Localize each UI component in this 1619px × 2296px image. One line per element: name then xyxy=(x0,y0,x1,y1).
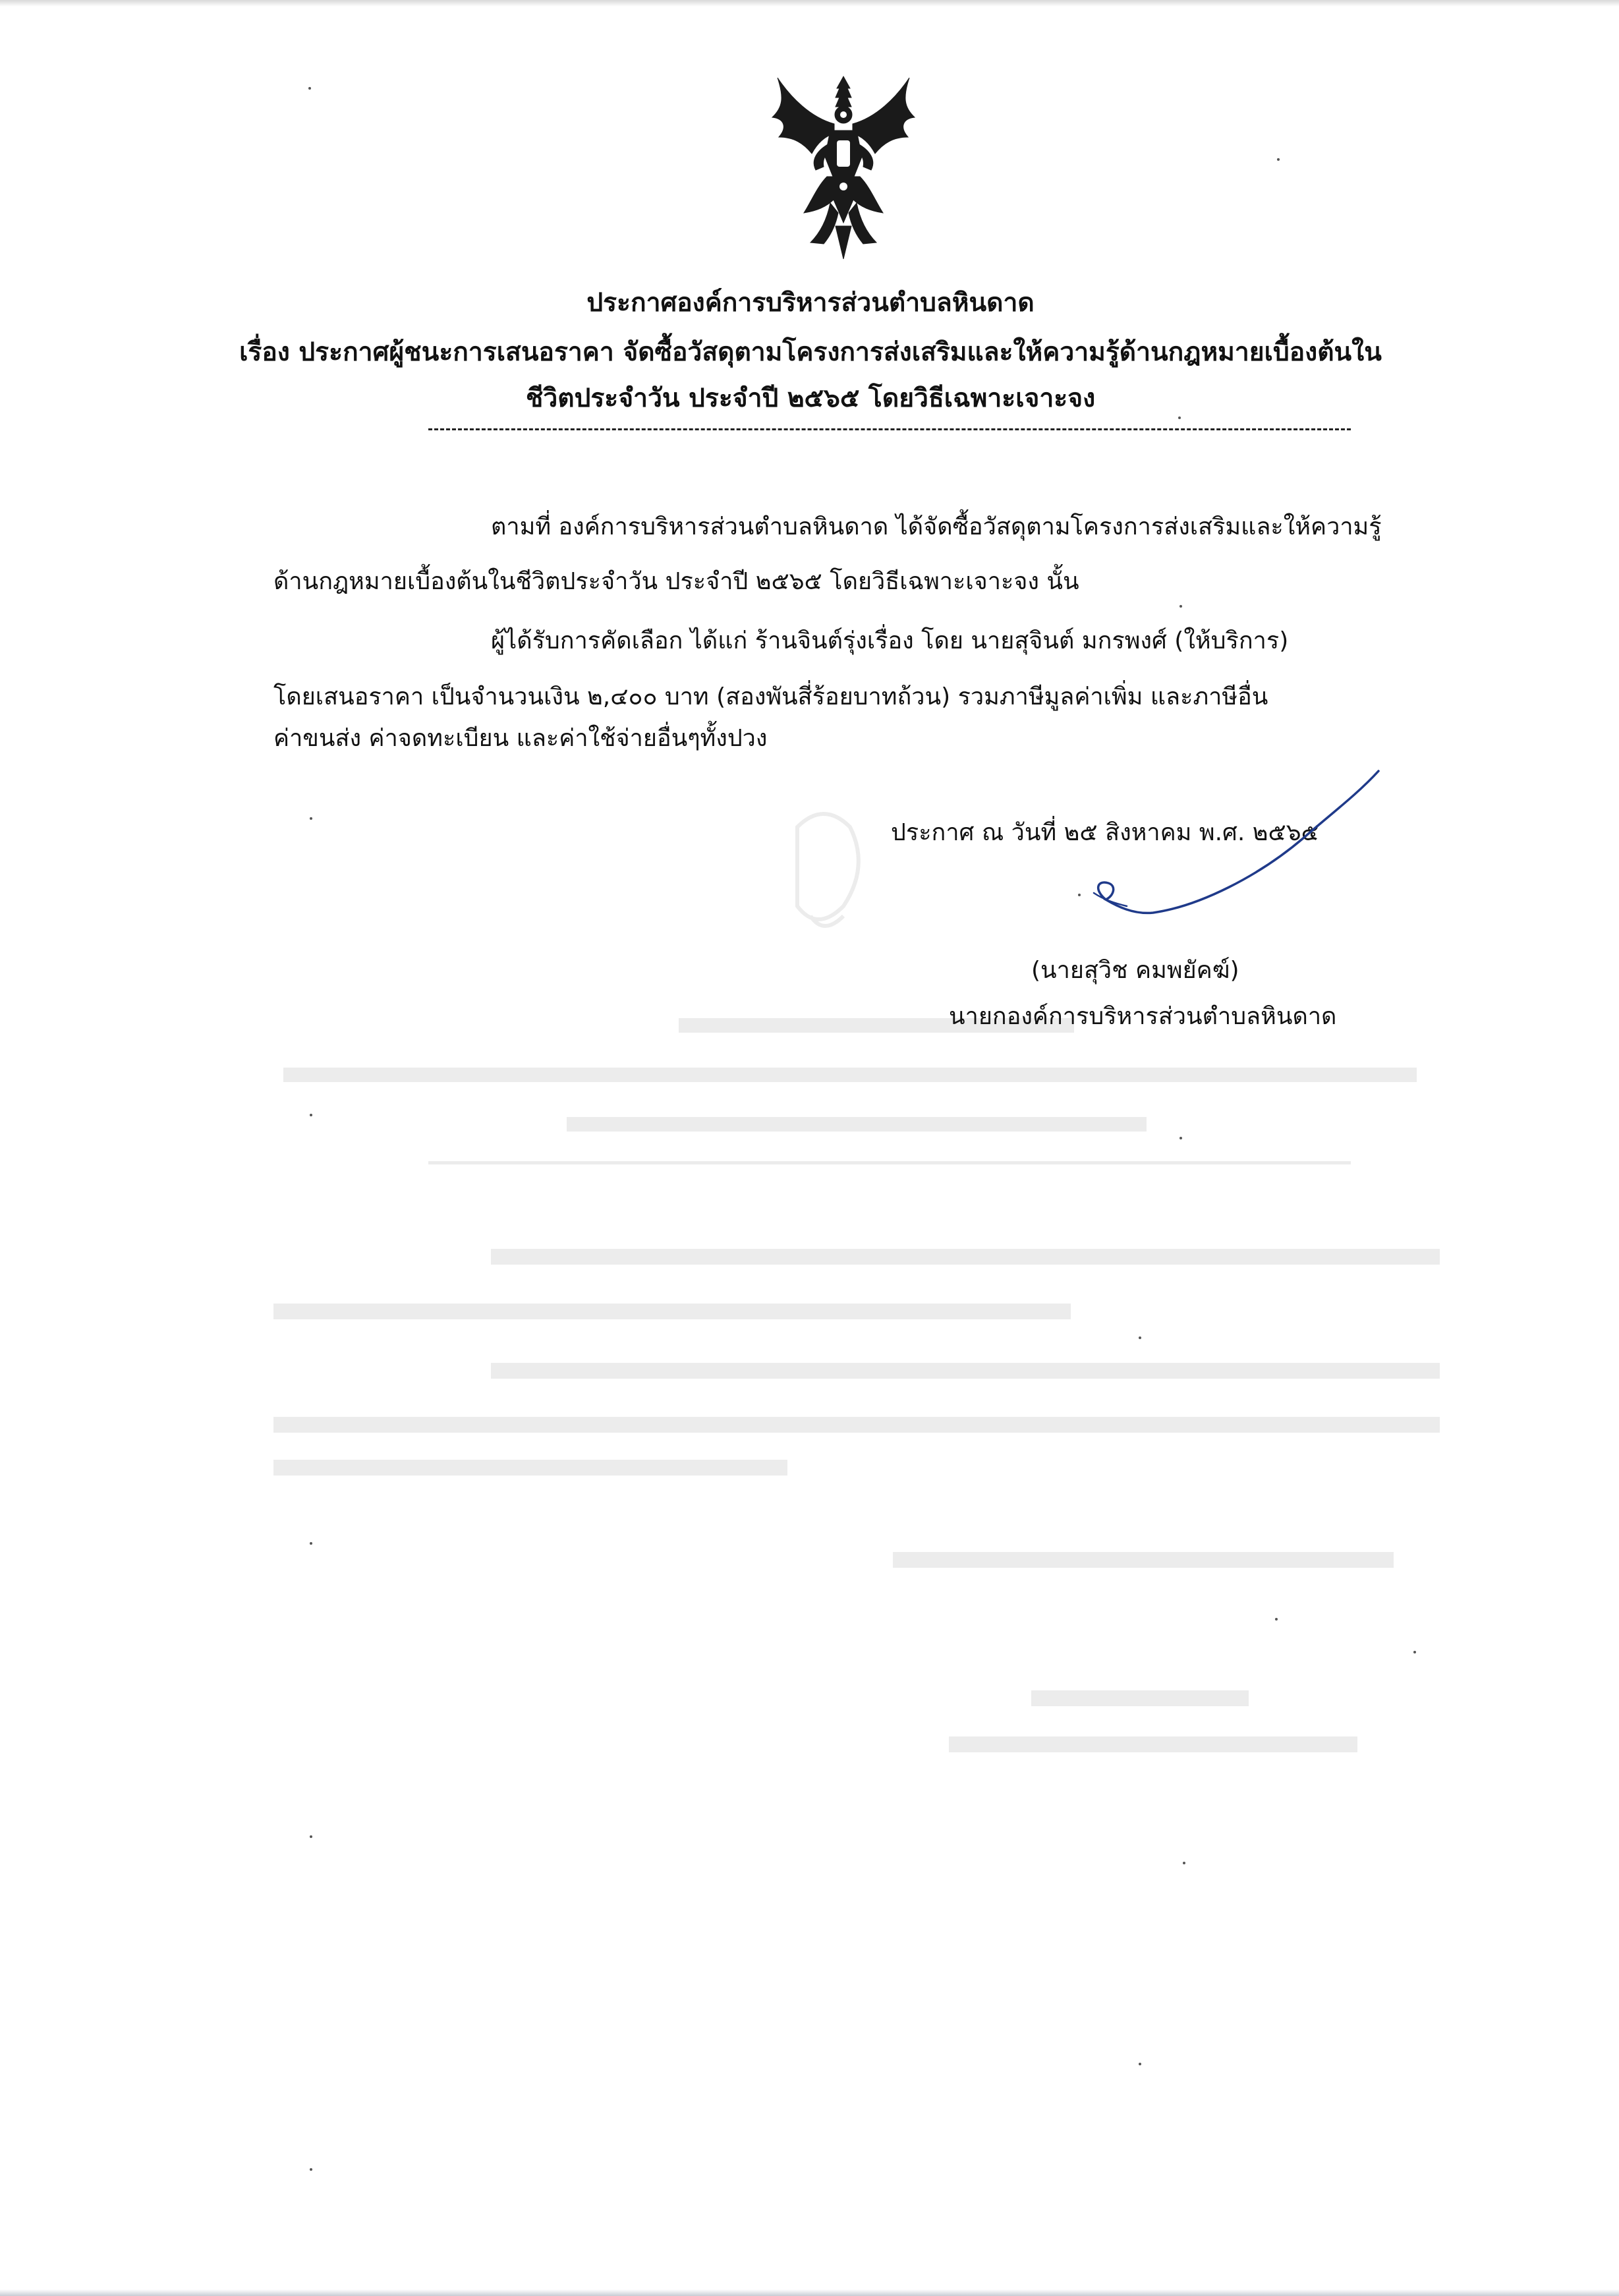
announcement-date: ประกาศ ณ วันที่ ๒๕ สิงหาคม พ.ศ. ๒๕๖๕ xyxy=(891,819,1319,846)
scan-speck xyxy=(1183,1862,1185,1864)
paragraph-1-line-2: ด้านกฎหมายเบื้องต้นในชีวิตประจำวัน ประจำปี ๒๕๖๕ โดยวิธีเฉพาะเจาะจง นั้น xyxy=(273,568,1079,595)
garuda-emblem xyxy=(764,71,923,262)
scan-speck xyxy=(1178,416,1181,419)
handwritten-signature xyxy=(1067,764,1384,936)
scan-speck xyxy=(310,1835,312,1838)
paragraph-2-line-2: โดยเสนอราคา เป็นจำนวนเงิน ๒,๔๐๐ บาท (สองพันสี่ร้อยบาทถ้วน) รวมภาษีมูลค่าเพิ่ม และภาษีอื่น xyxy=(273,683,1268,710)
scan-speck xyxy=(310,2168,312,2171)
scan-speck xyxy=(1078,894,1081,896)
scan-bottom-edge xyxy=(0,2289,1619,2296)
paragraph-1-line-1: ตามที่ องค์การบริหารส่วนตำบลหินดาด ได้จัดซื้อวัสดุตามโครงการส่งเสริมและให้ความรู้ xyxy=(491,513,1382,540)
signer-position: นายกองค์การบริหารส่วนตำบลหินดาด xyxy=(949,1003,1337,1030)
scan-speck xyxy=(1275,1618,1278,1621)
paragraph-2-line-3: ค่าขนส่ง ค่าจดทะเบียน และค่าใช้จ่ายอื่นๆทั้งปวง xyxy=(273,725,768,752)
header-separator xyxy=(428,428,1351,430)
paragraph-2-line-1: ผู้ได้รับการคัดเลือก ได้แก่ ร้านจินต์รุ่งเรื่อง โดย นายสุจินต์ มกรพงศ์ (ให้บริการ) xyxy=(491,627,1289,654)
scan-speck xyxy=(310,817,312,820)
scan-speck xyxy=(1413,1651,1416,1653)
scan-speck xyxy=(308,87,311,90)
header-subject-line-1: เรื่อง ประกาศผู้ชนะการเสนอราคา จัดซื้อวัสดุตามโครงการส่งเสริมและให้ความรู้ด้านกฎหมายเบื้องต้นใน xyxy=(239,337,1382,367)
scan-speck xyxy=(310,1542,312,1545)
scan-speck xyxy=(1179,1137,1182,1139)
scan-speck xyxy=(1179,605,1182,608)
scan-speck xyxy=(310,1114,312,1116)
signer-name: (นายสุวิช คมพยัคฆ์) xyxy=(1031,957,1239,984)
scan-speck xyxy=(1139,2063,1141,2065)
header-title: ประกาศองค์การบริหารส่วนตำบลหินดาด xyxy=(586,288,1035,318)
scan-speck xyxy=(1277,158,1280,161)
header-subject-line-2: ชีวิตประจำวัน ประจำปี ๒๕๖๕ โดยวิธีเฉพาะเจาะจง xyxy=(525,384,1096,413)
scan-speck xyxy=(1139,1336,1141,1339)
